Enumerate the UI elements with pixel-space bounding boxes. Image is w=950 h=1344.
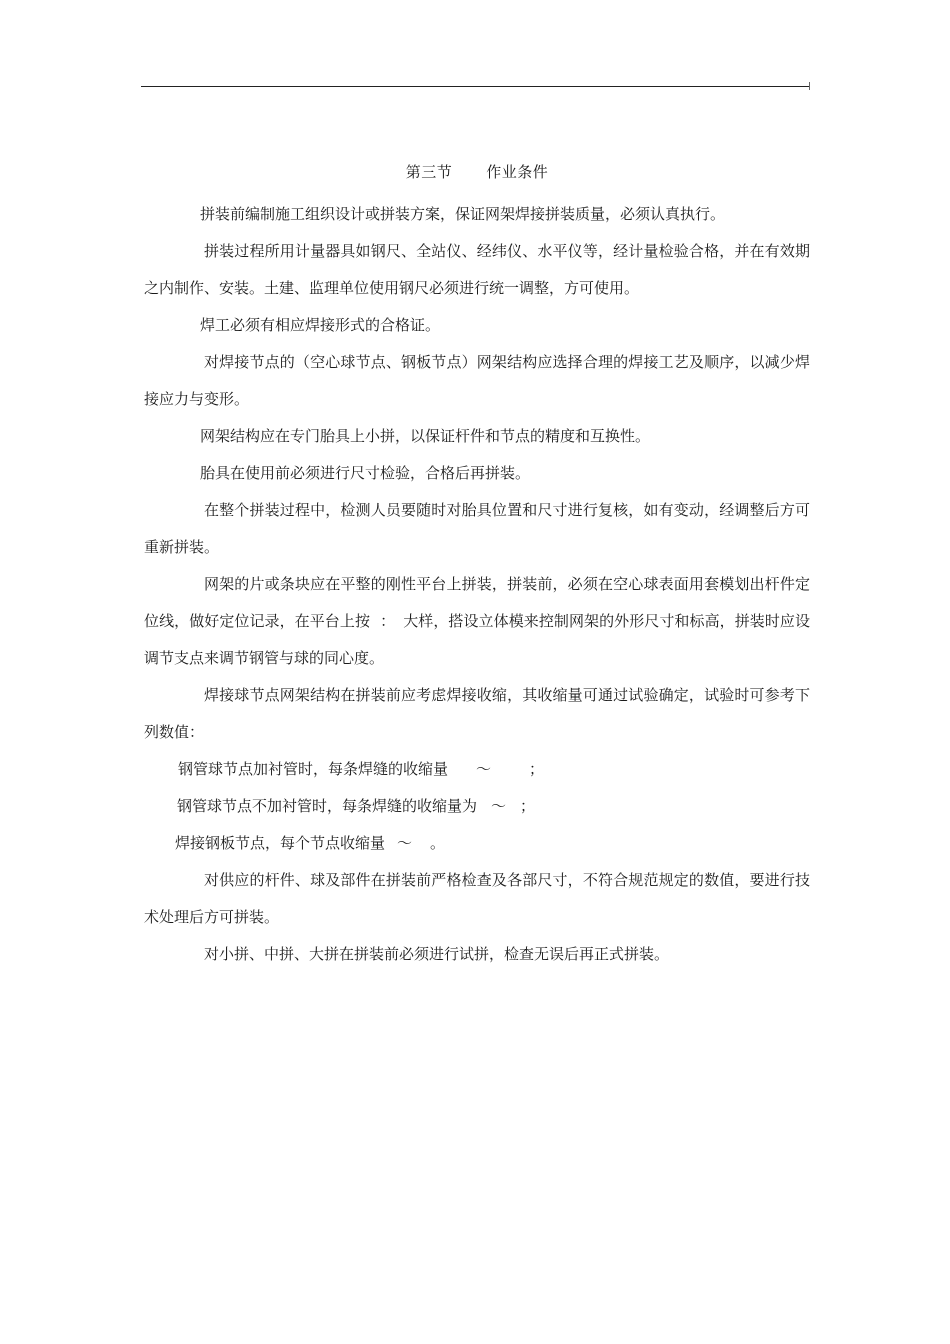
paragraph-2: 拼装过程所用计量器具如钢尺、全站仪、经纬仪、水平仪等，经计量检验合格，并在有效期之内制作、安装。土建、监理单位使用钢尺必须进行统一调整，方可使用。 [144, 242, 810, 297]
shrinkage-item-3-tilde: ～ [397, 834, 413, 852]
header-rule-end-mark [809, 82, 810, 90]
paragraph-6: 胎具在使用前必须进行尺寸检验，合格后再拼装。 [200, 464, 531, 482]
paragraph-8-part-b: 大样，搭设立体模来控制网架的外形尺寸和标高，拼装时应设调节支点来调节钢管与球的同心度。 [144, 612, 810, 667]
paragraph-9: 焊接球节点网架结构在拼装前应考虑焊接收缩，其收缩量可通过试验确定，试验时可参考下列数值： [144, 686, 810, 741]
paragraph-5: 网架结构应在专门胎具上小拼，以保证杆件和节点的精度和互换性。 [200, 427, 651, 445]
section-heading: 作业条件 [486, 163, 549, 181]
paragraph-3: 焊工必须有相应焊接形式的合格证。 [200, 316, 441, 334]
paragraph-8-colon: ： [380, 612, 396, 630]
shrinkage-item-2-end: ； [520, 797, 536, 815]
shrinkage-item-3-text: 焊接钢板节点，每个节点收缩量 [175, 834, 386, 852]
shrinkage-item-1 [144, 751, 810, 788]
section-number: 第三节 [405, 163, 453, 181]
shrinkage-item-3-end: 。 [430, 834, 446, 852]
document-body [144, 158, 810, 973]
shrinkage-item-2-text: 钢管球节点不加衬管时，每条焊缝的收缩量为 [177, 797, 478, 815]
paragraph-4: 对焊接节点的（空心球节点、钢板节点）网架结构应选择合理的焊接工艺及顺序，以减少焊接应力与变形。 [144, 353, 810, 408]
header-rule [141, 86, 809, 87]
paragraph-10: 对供应的杆件、球及部件在拼装前严格检查及各部尺寸，不符合规范规定的数值，要进行技术处理后方可拼装。 [144, 871, 810, 926]
shrinkage-item-2 [144, 788, 810, 825]
paragraph-1: 拼装前编制施工组织设计或拼装方案，保证网架焊接拼装质量，必须认真执行。 [200, 205, 726, 223]
shrinkage-item-1-end: ； [529, 760, 545, 778]
section-title [144, 158, 810, 186]
shrinkage-item-2-tilde: ～ [491, 797, 507, 815]
paragraph-8 [144, 566, 810, 677]
paragraph-8-part-a: 网架的片或条块应在平整的刚性平台上拼装，拼装前，必须在空心球表面用套模划出杆件定位线，做好定位记录，在平台上按 [144, 575, 810, 630]
paragraph-11: 对小拼、中拼、大拼在拼装前必须进行试拼，检查无误后再正式拼装。 [204, 945, 670, 963]
paragraph-7: 在整个拼装过程中，检测人员要随时对胎具位置和尺寸进行复核，如有变动，经调整后方可重新拼装。 [144, 501, 810, 556]
shrinkage-item-1-text: 钢管球节点加衬管时，每条焊缝的收缩量 [178, 760, 449, 778]
shrinkage-item-3 [144, 825, 810, 862]
shrinkage-item-1-tilde: ～ [476, 760, 492, 778]
